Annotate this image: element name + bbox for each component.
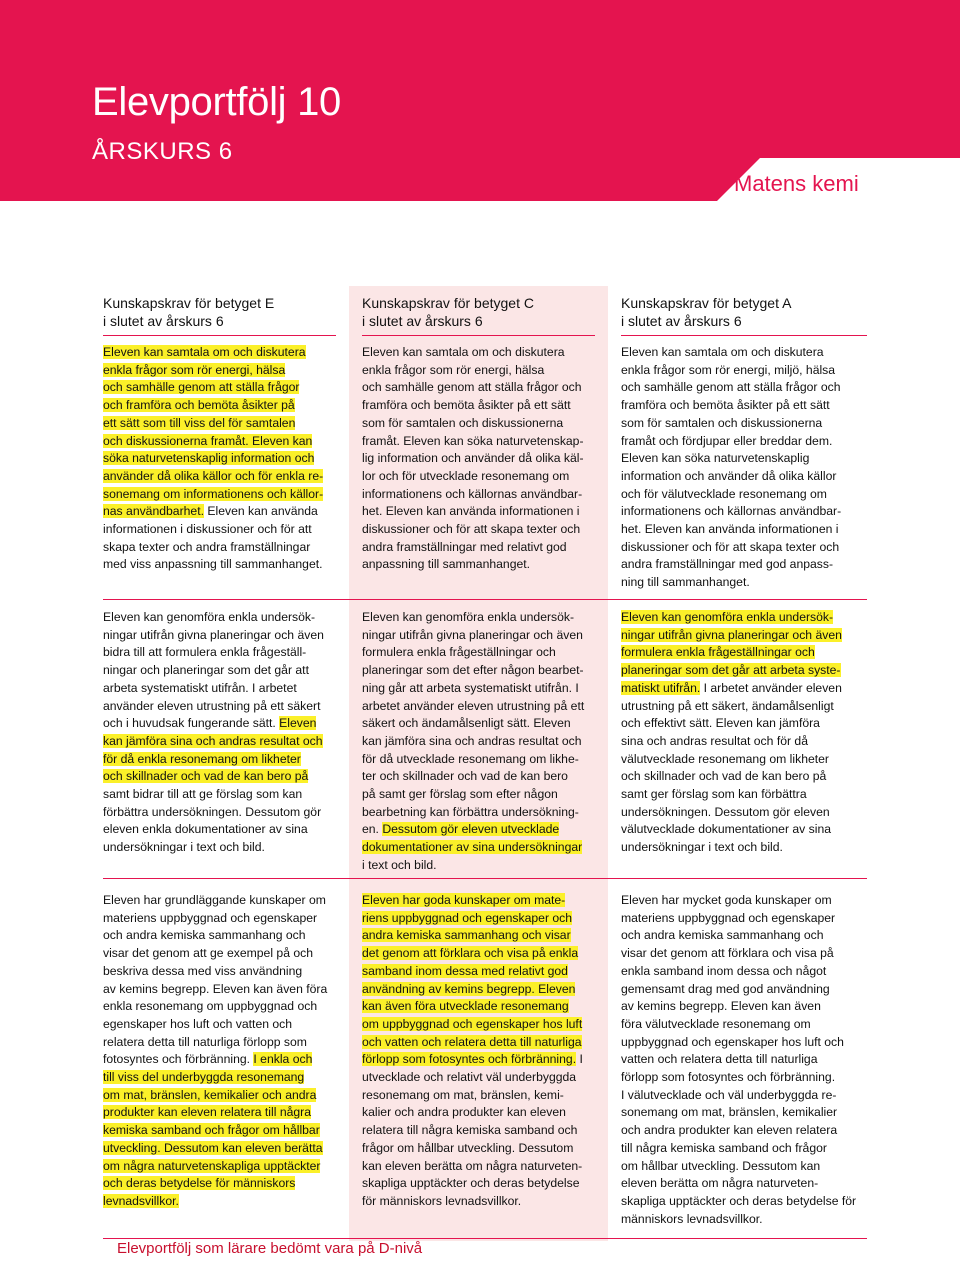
criteria-line: enkla resonemang om uppbyggnad och: [103, 999, 318, 1014]
criteria-line: och diskussionerna framåt. Eleven kan: [103, 433, 313, 448]
criteria-line: riens uppbyggnad och egenskaper och: [362, 910, 573, 925]
criteria-line: information och använder då olika källor: [621, 468, 837, 483]
criteria-line: och samhälle genom att ställa frågor och: [621, 380, 841, 395]
criteria-line: kan eleven berätta om några naturveten-: [362, 1158, 583, 1173]
column-rule-a: [621, 335, 867, 336]
criteria-line: det genom att förklara och visa på enkla: [362, 946, 579, 961]
criteria-line: Eleven kan samtala om och diskutera: [621, 345, 824, 359]
criteria-line: förlopp som fotosyntes och förbränning.: [621, 1070, 836, 1085]
criteria-line: till några kemiska samband och frågor: [621, 1140, 827, 1155]
criteria-line: informationens och källornas användbar-: [362, 486, 583, 501]
criteria-line: och för välutvecklade resonemang om: [621, 486, 827, 501]
criteria-line: använder då olika källor och för enkla re-: [103, 468, 324, 483]
criteria-line: och andra kemiska sammanhang och: [103, 928, 306, 943]
criteria-line: för då enkla resonemang om likheter: [103, 751, 301, 766]
criteria-line: för då utvecklade resonemang om likhe-: [362, 751, 579, 766]
criteria-line: en. Dessutom gör eleven utvecklade: [362, 822, 560, 837]
criteria-line: skapliga upptäckter och deras betydelse: [362, 1176, 580, 1191]
criteria-line: planeringar som det efter någon bearbet-: [362, 663, 584, 678]
criteria-cell-a-row2: [621, 609, 871, 857]
criteria-line: beskriva dessa med viss användning: [103, 963, 303, 978]
criteria-line: och vatten och relatera detta till naturliga: [362, 1034, 582, 1049]
criteria-line: framåt och fördjupar eller breddar dem.: [621, 433, 833, 448]
criteria-line: sina och andras resultat och för då: [621, 733, 808, 748]
criteria-line: ningar och planeringar som det går att: [103, 663, 309, 678]
criteria-line: vatten och relatera detta till naturliga: [621, 1052, 818, 1067]
criteria-line: formulera enkla frågeställningar och: [362, 645, 556, 660]
criteria-line: och i huvudsak fungerande sätt. Eleven: [103, 716, 317, 731]
footer-caption: Elevportfölj som lärare bedömt vara på D-nivå: [117, 1240, 423, 1257]
criteria-line: utvecklade och relativt väl underbyggda: [362, 1070, 577, 1085]
criteria-line: av kemins begrepp. Eleven kan även föra: [103, 981, 328, 996]
criteria-line: kemiska samband och frågor om hållbar: [103, 1123, 320, 1138]
criteria-line: arbetet använder eleven utrustning på ett: [362, 698, 585, 713]
criteria-line: fotosyntes och förbränning. I enkla och: [103, 1052, 313, 1067]
criteria-line: och skillnader och vad de kan bero på: [103, 769, 309, 784]
criteria-cell-e-row2: [103, 609, 353, 857]
criteria-line: förbättra undersökningen. Dessutom gör: [103, 804, 322, 819]
criteria-line: nas användbarhet. Eleven kan använda: [103, 504, 318, 519]
topic-title: Matens kemi: [734, 171, 859, 196]
criteria-line: Eleven kan samtala om och diskutera: [103, 345, 306, 359]
criteria-line: om mat, bränslen, kemikalier och andra: [103, 1087, 317, 1102]
criteria-line: Eleven kan genomföra enkla undersök-: [362, 610, 575, 624]
criteria-line: skapa texter och andra framställningar: [103, 539, 311, 554]
criteria-line: visar det genom att förklara och visa på: [621, 946, 834, 961]
criteria-line: välutvecklade resonemang om likheter: [621, 751, 829, 766]
criteria-line: med viss anpassning till sammanhanget.: [103, 557, 323, 572]
criteria-line: samband inom dessa med relativt god: [362, 963, 568, 978]
criteria-line: för människors levnadsvillkor.: [362, 1193, 522, 1208]
criteria-line: och andra produkter kan eleven relatera: [621, 1123, 838, 1138]
criteria-line: undersökningen. Dessutom gör eleven: [621, 804, 830, 819]
criteria-line: dokumentationer av sina undersökningar: [362, 840, 583, 855]
criteria-line: och samhälle genom att ställa frågor och: [362, 380, 582, 395]
criteria-line: materiens uppbyggnad och egenskaper: [103, 910, 318, 925]
criteria-line: egenskaper hos luft och vatten och: [103, 1016, 293, 1031]
criteria-line: kan jämföra sina och andras resultat och: [362, 733, 582, 748]
column-heading-c: Kunskapskrav för betyget C i slutet av årskurs 6: [362, 295, 534, 329]
grade-label: ÅRSKURS 6: [92, 138, 233, 165]
criteria-line: som för samtalen och diskussionerna: [621, 415, 823, 430]
criteria-line: het. Eleven kan använda informationen i: [621, 522, 839, 537]
criteria-line: och deras betydelse för människors: [103, 1176, 296, 1191]
criteria-line: Eleven kan samtala om och diskutera: [362, 345, 565, 359]
criteria-line: förlopp som fotosyntes och förbränning. I: [362, 1052, 583, 1067]
criteria-line: enkla frågor som rör energi, miljö, hälsa: [621, 362, 836, 377]
row-divider-2: [103, 878, 867, 879]
criteria-line: föra välutvecklade resonemang om: [621, 1016, 811, 1031]
criteria-line: skapliga upptäckter och deras betydelse för: [621, 1193, 857, 1208]
criteria-line: produkter kan eleven relatera till några: [103, 1105, 311, 1120]
criteria-line: som för samtalen och diskussionerna: [362, 415, 564, 430]
criteria-line: uppbyggnad och egenskaper hos luft och: [621, 1034, 844, 1049]
row-divider-3: [103, 1238, 867, 1239]
criteria-line: samt bidrar till att ge förslag som kan: [103, 787, 303, 802]
criteria-line: kan även föra utvecklade resonemang: [362, 999, 569, 1014]
criteria-cell-c-row3: [362, 892, 612, 1211]
criteria-line: het. Eleven kan använda informationen i: [362, 504, 580, 519]
criteria-line: bidra till att formulera enkla frågeställ-: [103, 645, 307, 660]
criteria-line: kalier och andra produkter kan eleven: [362, 1105, 566, 1120]
criteria-line: informationens och källornas användbar-: [621, 504, 842, 519]
criteria-line: ning går att arbeta systematiskt utifrån. I: [362, 680, 579, 695]
criteria-line: till viss del underbyggda resonemang: [103, 1070, 305, 1085]
column-heading-e: Kunskapskrav för betyget E i slutet av årskurs 6: [103, 295, 275, 329]
criteria-line: ter och skillnader och vad de kan bero: [362, 769, 568, 784]
criteria-line: ningar utifrån givna planeringar och även: [362, 627, 583, 642]
criteria-line: ning till sammanhanget.: [621, 575, 750, 590]
criteria-line: ningar utifrån givna planeringar och även: [621, 627, 842, 642]
criteria-line: ningar utifrån givna planeringar och även: [103, 627, 324, 642]
criteria-line: ett sätt som till viss del för samtalen: [103, 415, 296, 430]
criteria-line: bearbetning kan förbättra undersökning-: [362, 804, 579, 819]
criteria-cell-a-row1: [621, 344, 871, 592]
criteria-line: framföra och bemöta åsikter på ett sätt: [621, 398, 830, 413]
criteria-line: lig information och använder då olika käl-: [362, 451, 584, 466]
criteria-line: använder eleven utrustning på ett säkert: [103, 698, 321, 713]
criteria-line: Eleven kan söka naturvetenskaplig: [621, 451, 810, 466]
criteria-line: framåt. Eleven kan söka naturvetenskap-: [362, 433, 584, 448]
criteria-line: människors levnadsvillkor.: [621, 1211, 763, 1226]
criteria-line: kan jämföra sina och andras resultat och: [103, 733, 323, 748]
criteria-line: undersökningar i text och bild.: [103, 840, 265, 855]
criteria-line: Eleven kan genomföra enkla undersök-: [103, 610, 316, 624]
criteria-line: och samhälle genom att ställa frågor: [103, 380, 300, 395]
criteria-line: sonemang om informationens och källor-: [103, 486, 324, 501]
criteria-line: materiens uppbyggnad och egenskaper: [621, 910, 836, 925]
criteria-line: formulera enkla frågeställningar och: [621, 645, 815, 660]
criteria-line: Eleven har grundläggande kunskaper om: [103, 893, 326, 907]
criteria-line: undersökningar i text och bild.: [621, 840, 783, 855]
criteria-line: eleven berätta om några naturveten-: [621, 1176, 819, 1191]
criteria-line: enkla frågor som rör energi, hälsa: [103, 362, 286, 377]
criteria-line: samt ger förslag som kan förbättra: [621, 787, 807, 802]
criteria-line: säkert och ändamålsenligt sätt. Eleven: [362, 716, 571, 731]
criteria-cell-c-row1: [362, 344, 612, 574]
criteria-line: utrustning på ett säkert, ändamålsenligt: [621, 698, 834, 713]
column-heading-a: Kunskapskrav för betyget A i slutet av årskurs 6: [621, 295, 792, 329]
criteria-cell-e-row1: [103, 344, 353, 574]
criteria-line: och effektivt sätt. Eleven kan jämföra: [621, 716, 820, 731]
criteria-cell-a-row3: [621, 892, 871, 1228]
criteria-line: sonemang om mat, bränslen, kemikalier: [621, 1105, 838, 1120]
row-divider-1: [103, 599, 867, 600]
criteria-line: framföra och bemöta åsikter på ett sätt: [362, 398, 571, 413]
criteria-line: diskussioner och för att skapa texter och: [362, 522, 581, 537]
criteria-line: resonemang om mat, bränslen, kemi-: [362, 1087, 564, 1102]
criteria-line: levnadsvillkor.: [103, 1193, 179, 1208]
criteria-line: i text och bild.: [362, 857, 437, 872]
criteria-cell-c-row2: [362, 609, 612, 875]
criteria-line: om några naturvetenskapliga upptäckter: [103, 1158, 321, 1173]
criteria-line: söka naturvetenskaplig information och: [103, 451, 315, 466]
criteria-line: av kemins begrepp. Eleven kan även: [621, 999, 821, 1014]
criteria-line: välutvecklade dokumentationer av sina: [621, 822, 832, 837]
column-rule-e: [103, 335, 336, 336]
criteria-line: och framföra och bemöta åsikter på: [103, 398, 295, 413]
criteria-line: eleven enkla dokumentationer av sina: [103, 822, 308, 837]
criteria-line: arbeta systematiskt utifrån. I arbetet: [103, 680, 297, 695]
criteria-line: gemensamt drag med god användning: [621, 981, 830, 996]
criteria-line: I välutvecklade och väl underbyggda re-: [621, 1087, 837, 1102]
criteria-line: matiskt utifrån. I arbetet använder eleven: [621, 680, 842, 695]
criteria-cell-e-row3: [103, 892, 353, 1211]
criteria-line: och andra kemiska sammanhang och: [621, 928, 824, 943]
criteria-line: enkla samband inom dessa och något: [621, 963, 827, 978]
criteria-line: relatera till några kemiska samband och: [362, 1123, 578, 1138]
criteria-line: andra framställningar med god anpass-: [621, 557, 834, 572]
criteria-line: andra framställningar med relativt god: [362, 539, 567, 554]
page-title: Elevportfölj 10: [92, 80, 341, 124]
criteria-line: Eleven har mycket goda kunskaper om: [621, 893, 832, 907]
criteria-line: Eleven kan genomföra enkla undersök-: [621, 610, 834, 624]
column-rule-c: [362, 335, 595, 336]
criteria-line: om hållbar utveckling. Dessutom kan: [621, 1158, 821, 1173]
criteria-line: andra kemiska sammanhang och visar: [362, 928, 571, 943]
criteria-line: visar det genom att ge exempel på och: [103, 946, 314, 961]
criteria-line: lor och för utvecklade resonemang om: [362, 468, 570, 483]
criteria-line: Eleven har goda kunskaper om mate-: [362, 893, 566, 907]
criteria-line: informationen i diskussioner och för att: [103, 522, 312, 537]
criteria-line: anpassning till sammanhanget.: [362, 557, 531, 572]
criteria-line: planeringar som det går att arbeta syste-: [621, 663, 841, 678]
criteria-line: om uppbyggnad och egenskaper hos luft: [362, 1016, 583, 1031]
criteria-line: relatera detta till naturliga förlopp som: [103, 1034, 307, 1049]
criteria-line: användning av kemins begrepp. Eleven: [362, 981, 576, 996]
criteria-line: på samt ger förslag som efter någon: [362, 787, 558, 802]
criteria-line: diskussioner och för att skapa texter och: [621, 539, 840, 554]
criteria-line: och skillnader och vad de kan bero på: [621, 769, 827, 784]
criteria-line: enkla frågor som rör energi, hälsa: [362, 362, 545, 377]
criteria-line: utveckling. Dessutom kan eleven berätta: [103, 1140, 323, 1155]
criteria-line: frågor om hållbar utveckling. Dessutom: [362, 1140, 574, 1155]
